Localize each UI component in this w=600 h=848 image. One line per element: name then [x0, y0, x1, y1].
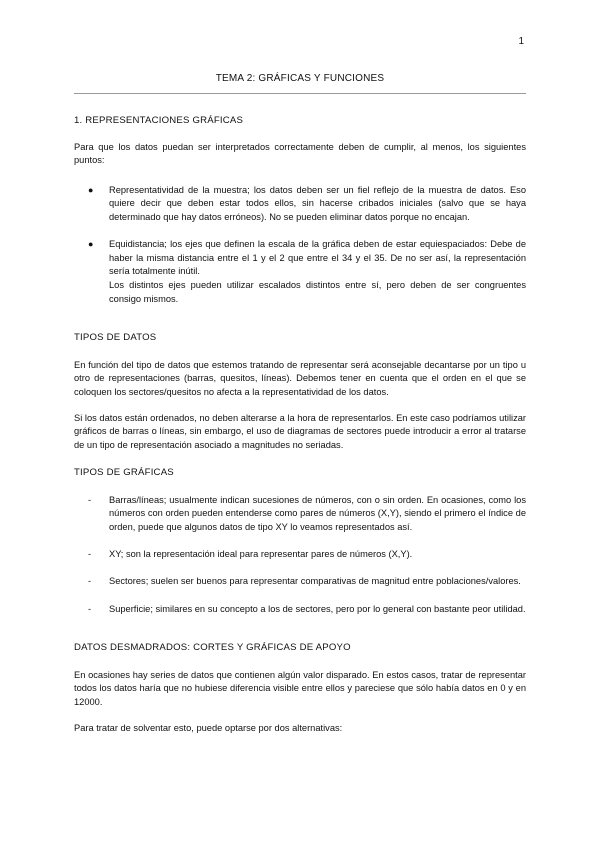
paragraph: Si los datos están ordenados, no deben alterarse a la hora de representarlos. En este caso podríamos utilizar gráficos de barras o líneas, sin embargo, el uso de diagramas de sectores puede introducir a error al tratarse de un tipo de representación asociado a magnitudes no seriadas. [74, 412, 526, 450]
list-item-text: Sectores; suelen ser buenos para representar comparativas de magnitud entre poblaciones/valores. [109, 576, 521, 587]
paragraph: En ocasiones hay series de datos que contienen algún valor disparado. En estos casos, tratar de representar todos los datos haría que no hubiese diferencia visible entre ellos y pareciese que sólo había datos en 0 y en 12000. [74, 669, 526, 707]
list-item [74, 238, 526, 306]
list-item [74, 494, 526, 535]
dash-marker: - [88, 494, 92, 505]
list-item-text: XY; son la representación ideal para representar pares de números (X,Y). [109, 549, 413, 560]
list-item-text: Barras/líneas; usualmente indican sucesiones de números, con o sin orden. En ocasiones, como los números con orden pueden entenderse como pares de números (X,Y), siendo el primero el índice de orden, puede que algunos datos de tipo XY lo veamos representados así. [109, 494, 526, 533]
dash-marker: - [88, 549, 92, 560]
paragraph-intro: Para que los datos puedan ser interpretados correctamente deben de cumplir, al menos, los siguientes puntos: [74, 141, 526, 166]
list-item [74, 603, 526, 617]
list-item [74, 184, 526, 225]
title-divider [74, 93, 526, 94]
bullet-text: Equidistancia; los ejes que definen la escala de la gráfica deben de estar equiespaciados: Debe de haber la misma distancia entre el 1 y el 2 que entre el 34 y el 35. De no ser así, la representación sería totalmente inútil. [109, 239, 526, 277]
paragraph: Para tratar de solventar esto, puede optarse por dos alternativas: [74, 722, 343, 733]
list-item-text: Superficie; similares en su concepto a los de sectores, pero por lo general con bastante peor utilidad. [109, 603, 526, 614]
section-heading-tipos-graficas: TIPOS DE GRÁFICAS [74, 467, 174, 479]
list-item [74, 575, 526, 589]
section-heading-tipos-datos: TIPOS DE DATOS [74, 332, 157, 344]
dash-marker: - [88, 576, 92, 587]
section-heading-datos-desmadrados: DATOS DESMADRADOS: CORTES Y GRÁFICAS DE APOYO [74, 642, 351, 654]
page-number: 1 [518, 36, 524, 47]
list-item [74, 548, 526, 562]
paragraph: En función del tipo de datos que estemos tratando de representar será aconsejable decantarse por un tipo u otro de representaciones (barras, quesitos, líneas). Debemos tener en cuenta que el orden en el que se coloquen los sectores/quesitos no afecta a la representatividad de los datos. [74, 359, 526, 397]
bullet-continuation: Los distintos ejes pueden utilizar escalados distintos entre sí, pero deben de ser congruentes consigo mismos. [109, 279, 526, 304]
document-body [74, 114, 526, 735]
dash-marker: - [88, 603, 92, 614]
section-heading-representaciones: 1. REPRESENTACIONES GRÁFICAS [74, 115, 244, 126]
bullet-icon: ● [88, 184, 94, 195]
document-title: TEMA 2: GRÁFICAS Y FUNCIONES [215, 73, 385, 84]
bullet-icon: ● [88, 239, 94, 250]
bullet-text: Representatividad de la muestra; los datos deben ser un fiel reflejo de la muestra de datos. Eso quiere decir que deben estar todos ellos, sin hacerse cribados iniciales (salvo que se haya determinado que hay datos erróneos). No se pueden eliminar datos porque no encajan. [109, 184, 526, 222]
bullet-list-requisitos [74, 184, 526, 306]
dash-list-tipos-graficas [74, 494, 526, 616]
